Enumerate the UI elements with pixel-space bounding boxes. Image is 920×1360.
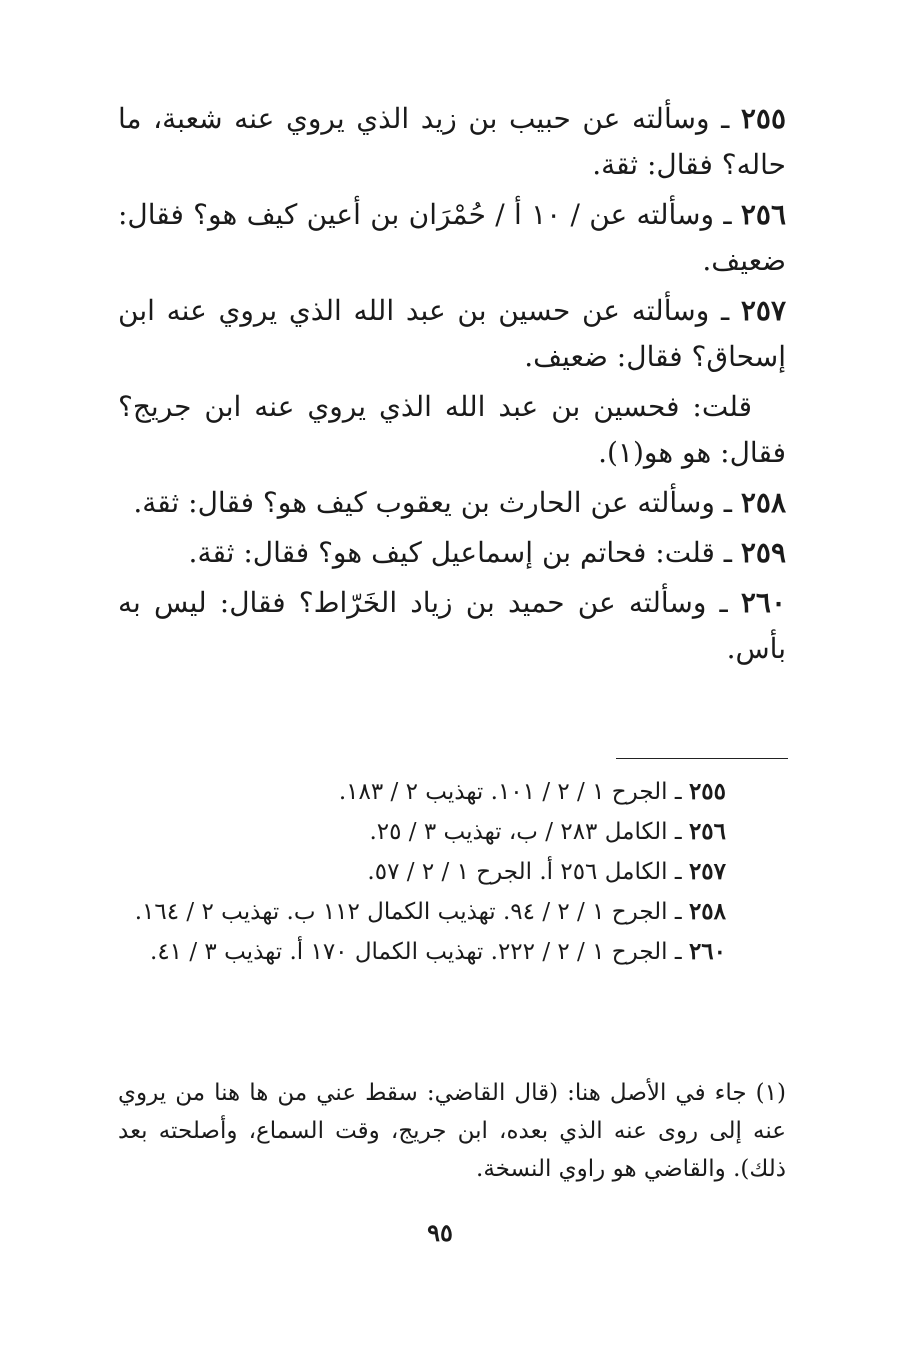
entry-number: ٢٥٧ xyxy=(740,294,786,327)
entry-number: ٢٥٨ xyxy=(740,486,786,519)
source-notes xyxy=(118,772,726,972)
entry-number: ٢٥٦ xyxy=(740,198,786,231)
note-text: ـ الكامل ٢٥٦ أ. الجرح ١ / ٢ / ٥٧. xyxy=(367,859,689,885)
entry-256 xyxy=(118,192,786,284)
note-257 xyxy=(118,852,726,892)
entry-257 xyxy=(118,288,786,380)
entry-text: ـ وسألته عن حميد بن زياد الخَرّاط؟ فقال: ليس به بأس. xyxy=(118,586,786,665)
note-260 xyxy=(118,932,726,972)
main-text xyxy=(118,96,786,676)
note-number: ٢٥٥ xyxy=(688,778,726,805)
note-text: ـ الجرح ١ / ٢ / ٩٤. تهذيب الكمال ١١٢ ب. تهذيب ٢ / ١٦٤. xyxy=(134,899,689,925)
entry-260 xyxy=(118,580,786,672)
note-255 xyxy=(118,772,726,812)
entry-text: ـ وسألته عن حسين بن عبد الله الذي يروي عنه ابن إسحاق؟ فقال: ضعيف. xyxy=(118,294,786,373)
note-number: ٢٥٧ xyxy=(688,858,726,885)
entry-number: ٢٦٠ xyxy=(740,586,786,619)
entry-number: ٢٥٩ xyxy=(740,536,786,569)
note-258 xyxy=(118,892,726,932)
entry-259 xyxy=(118,530,786,576)
note-number: ٢٥٨ xyxy=(688,898,726,925)
note-256 xyxy=(118,812,726,852)
entry-text: قلت: فحسين بن عبد الله الذي يروي عنه ابن جريج؟ فقال: هو هو(١). xyxy=(118,390,786,469)
note-number: ٢٥٦ xyxy=(688,818,726,845)
entry-text: ـ قلت: فحاتم بن إسماعيل كيف هو؟ فقال: ثقة. xyxy=(188,536,741,569)
entry-257-continued xyxy=(118,384,786,476)
footnote-text: (١) جاء في الأصل هنا: (قال القاضي: سقط عني من ها هنا من يروي عنه إلى روى عنه الذي بعده، ابن جريج، وقت السماع، وأصلحته بعد ذلك). والقاضي هو راوي النسخة. xyxy=(118,1080,786,1182)
entry-255 xyxy=(118,96,786,188)
entry-text: ـ وسألته عن / ١٠ أ / حُمْرَان بن أعين كيف هو؟ فقال: ضعيف. xyxy=(118,198,786,277)
entry-text: ـ وسألته عن حبيب بن زيد الذي يروي عنه شعبة، ما حاله؟ فقال: ثقة. xyxy=(118,102,786,181)
entry-text: ـ وسألته عن الحارث بن يعقوب كيف هو؟ فقال: ثقة. xyxy=(133,486,741,519)
footnote-separator xyxy=(616,758,788,759)
note-text: ـ الكامل ٢٨٣ / ب، تهذيب ٣ / ٢٥. xyxy=(369,819,689,845)
page-number: ٩٥ xyxy=(427,1218,453,1247)
note-number: ٢٦٠ xyxy=(688,938,726,965)
entry-number: ٢٥٥ xyxy=(740,102,786,135)
note-text: ـ الجرح ١ / ٢ / ١٠١. تهذيب ٢ / ١٨٣. xyxy=(338,779,689,805)
note-text: ـ الجرح ١ / ٢ / ٢٢٢. تهذيب الكمال ١٧٠ أ. تهذيب ٣ / ٤١. xyxy=(150,939,689,965)
entry-258 xyxy=(118,480,786,526)
footnote xyxy=(118,1074,786,1188)
